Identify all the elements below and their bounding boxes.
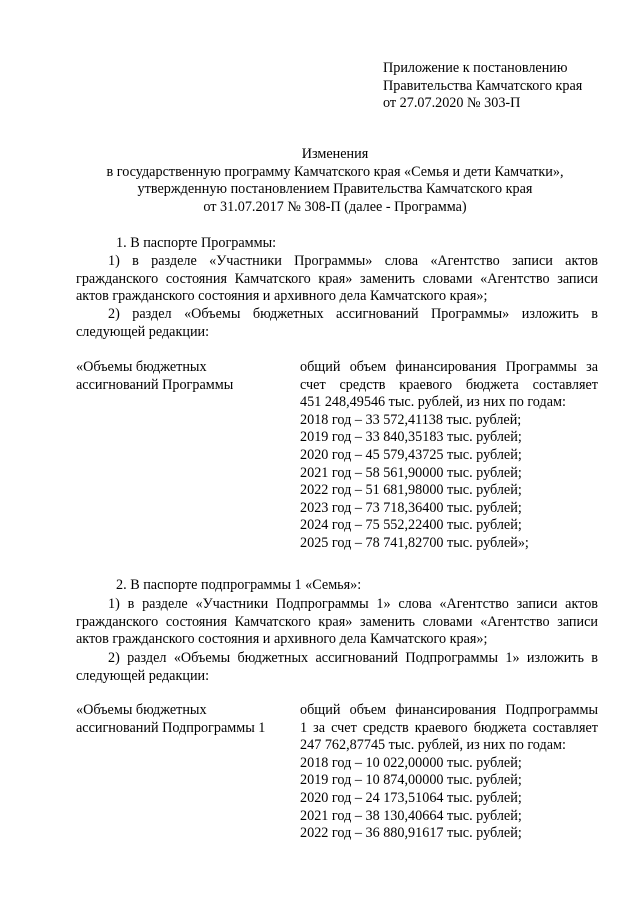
table-1-year-row: 2022 год – 51 681,98000 тыс. рублей; xyxy=(300,482,522,499)
table-2-right-line-2: 1 за счет средств краевого бюджета составляет xyxy=(300,719,598,736)
table-1-year-row: 2021 год – 58 561,90000 тыс. рублей; xyxy=(300,464,522,481)
title-line-2: в государственную программу Камчатского края «Семья и дети Камчатки», xyxy=(106,163,564,180)
title-line-4: от 31.07.2017 № 308-П (далее - Программа) xyxy=(203,198,467,215)
document-title xyxy=(70,146,600,216)
table-1-year-row: 2024 год – 75 552,22400 тыс. рублей; xyxy=(300,517,522,534)
table-2-year-row: 2021 год – 38 130,40664 тыс. рублей; xyxy=(300,807,522,824)
table-1-right-line-3: 451 248,49546 тыс. рублей, из них по годам: xyxy=(300,394,566,411)
section-1-item-1: 1) в разделе «Участники Программы» слова «Агентство записи актов гражданского состояния Камчатского края» заменить словами «Агентство записи актов гражданского состояния и архивного дела Камчатского края»; xyxy=(76,253,598,305)
section-2-item-1: 1) в разделе «Участники Подпрограммы 1» слова «Агентство записи актов гражданского состояния Камчатского края» заменить словами «Агентство записи актов гражданского состояния и архивного дела Камчатского края»; xyxy=(76,596,598,648)
section-1-heading: 1. В паспорте Программы: xyxy=(116,235,277,251)
appendix-line-2: Правительства Камчатского края xyxy=(383,77,583,94)
appendix-line-1: Приложение к постановлению xyxy=(383,60,568,76)
table-1-year-row: 2019 год – 33 840,35183 тыс. рублей; xyxy=(300,429,522,446)
section-2-heading: 2. В паспорте подпрограммы 1 «Семья»: xyxy=(116,577,362,593)
section-1-table-right xyxy=(300,359,598,553)
table-2-year-row: 2019 год – 10 874,00000 тыс. рублей; xyxy=(300,772,522,789)
table-2-right-line-3: 247 762,87745 тыс. рублей, из них по годам: xyxy=(300,737,566,754)
title-line-1: Изменения xyxy=(301,146,369,162)
table-2-left-line-2: ассигнований Подпрограммы 1 xyxy=(76,719,266,736)
table-1-year-row: 2023 год – 73 718,36400 тыс. рублей; xyxy=(300,499,522,516)
table-1-right-line-2: счет средств краевого бюджета составляет xyxy=(300,376,598,393)
section-2-item-2: 2) раздел «Объемы бюджетных ассигнований Подпрограммы 1» изложить в следующей редакции: xyxy=(76,650,598,684)
table-2-year-row: 2022 год – 36 880,91617 тыс. рублей; xyxy=(300,825,522,842)
section-2-table-left xyxy=(76,702,276,737)
section-2-table-right xyxy=(300,702,598,843)
table-1-left-line-2: ассигнований Программы xyxy=(76,376,234,393)
title-line-3: утвержденную постановлением Правительства Камчатского края xyxy=(137,181,533,198)
table-2-year-row: 2020 год – 24 173,51064 тыс. рублей; xyxy=(300,789,522,806)
table-2-right-line-1: общий объем финансирования Подпрограммы xyxy=(300,702,598,718)
appendix-header xyxy=(383,60,633,113)
table-2-left-line-1: «Объемы бюджетных xyxy=(76,702,207,718)
table-1-right-line-1: общий объем финансирования Программы за xyxy=(300,359,598,375)
table-1-left-line-1: «Объемы бюджетных xyxy=(76,359,207,375)
appendix-line-3: от 27.07.2020 № 303-П xyxy=(383,95,521,112)
table-1-year-row: 2020 год – 45 579,43725 тыс. рублей; xyxy=(300,446,522,463)
table-1-year-row: 2025 год – 78 741,82700 тыс. рублей»; xyxy=(300,534,529,551)
table-1-year-row: 2018 год – 33 572,41138 тыс. рублей; xyxy=(300,411,522,428)
section-1-item-2: 2) раздел «Объемы бюджетных ассигнований Программы» изложить в следующей редакции: xyxy=(76,306,598,340)
section-1-table-left xyxy=(76,359,276,394)
table-2-year-row: 2018 год – 10 022,00000 тыс. рублей; xyxy=(300,754,522,771)
